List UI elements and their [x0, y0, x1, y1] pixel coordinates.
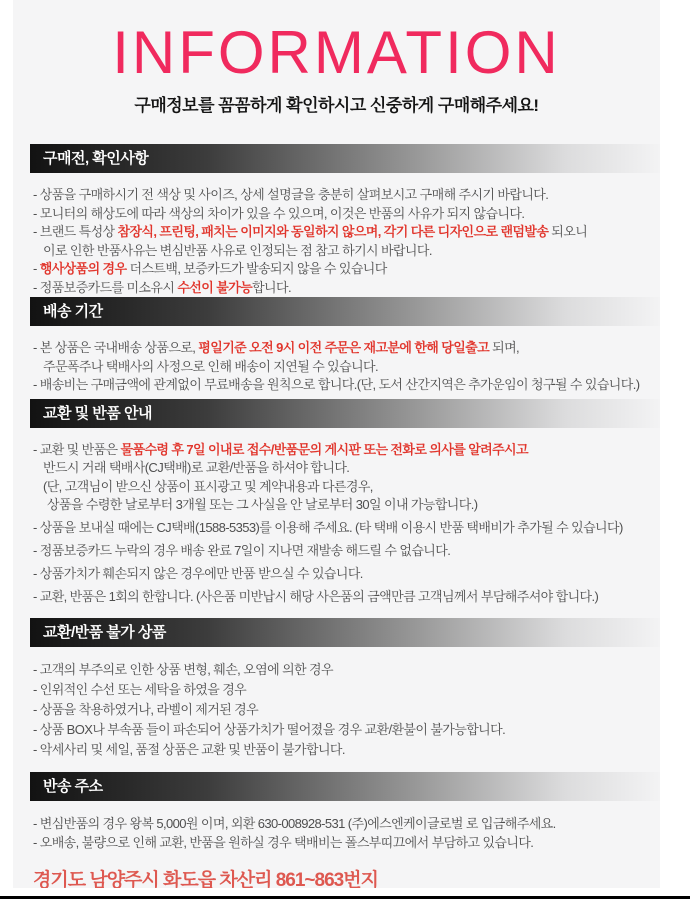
section-heading: 배송 기간 — [43, 303, 103, 320]
highlight-text: 수선이 불가능 — [177, 279, 253, 295]
info-line: - 배송비는 구매금액에 관계없이 무료배송을 원칙으로 합니다.(단, 도서 산간지역은 추가운임이 청구될 수 있습니다.) — [33, 377, 640, 392]
info-line: - 정품보증카드 누락의 경우 배송 완료 7일이 지나면 재발송 해드릴 수 없습니다. — [33, 542, 451, 558]
section-heading-bar — [30, 297, 660, 326]
highlight-text: 평일기준 오전 9시 이전 주문은 재고분에 한해 당일출고 — [198, 340, 490, 355]
info-line: - 상품을 착용하였거나, 라벨이 제거된 경우 — [33, 701, 259, 717]
info-line: - 상품을 보내실 때에는 CJ택배(1588-5353)를 이용해 주세요. (타 택배 이용시 반품 택배비가 추가될 수 있습니다) — [33, 519, 623, 535]
info-section — [13, 399, 660, 618]
section-content — [13, 647, 660, 772]
highlight-text: 참장식, 프린팅, 패치는 이미지와 동일하지 않으며, 각기 다른 디자인으로 랜덤발송 — [117, 224, 549, 239]
info-line: (단, 고객님이 받으신 상품이 표시광고 및 계약내용과 다른경우, — [43, 478, 373, 494]
info-line: 상품을 수령한 날로부터 3개월 또는 그 사실을 안 날로부터 30일 이내 가능합니다.) — [47, 497, 478, 512]
section-content — [13, 801, 660, 862]
info-line: - 상품가치가 훼손되지 않은 경우에만 반품 받으실 수 있습니다. — [33, 565, 363, 581]
info-line: - 교환 및 반품은 물품수령 후 7일 이내로 접수/반품문의 게시판 또는 전화로 의사를 알려주시고 — [33, 441, 528, 457]
info-line: - 상품을 구매하시기 전 색상 및 사이즈, 상세 설명글을 충분히 살펴보시고 구매해 주시기 바랍니다. — [33, 187, 549, 202]
section-content — [13, 428, 660, 618]
section-heading-bar — [30, 399, 660, 428]
page-header — [13, 0, 660, 116]
section-heading-bar — [30, 618, 660, 647]
section-heading: 교환/반품 불가 상품 — [43, 623, 166, 641]
info-line: 이로 인한 반품사유는 변심반품 사유로 인정되는 점 참고 하기시 바랍니다. — [43, 242, 432, 258]
page-title: INFORMATION — [112, 19, 561, 86]
section-content — [13, 173, 660, 297]
info-line: 반드시 거래 택배사(CJ택배)로 교환/반품을 하셔야 합니다. — [43, 460, 350, 475]
highlight-text: 물품수령 후 7일 이내로 접수/반품문의 게시판 또는 전화로 의사를 알려주시고 — [120, 441, 528, 457]
info-line: 주문폭주나 택배사의 사정으로 인해 배송이 지연될 수 있습니다. — [43, 358, 379, 374]
section-heading: 교환 및 반품 안내 — [43, 404, 152, 422]
section-heading: 구매전, 확인사항 — [43, 150, 149, 167]
info-line: - 교환, 반품은 1회의 한합니다. (사은품 미반납시 해당 사은품의 금액만큼 고객님께서 부담해주셔야 합니다.) — [33, 588, 599, 604]
info-line: - 본 상품은 국내배송 상품으로, 평일기준 오전 9시 이전 주문은 재고분에 한해 당일출고 되며, — [33, 340, 520, 355]
section-content — [13, 326, 660, 399]
info-line: - 행사상품의 경우 더스트백, 보증카드가 발송되지 않을 수 있습니다 — [33, 261, 387, 276]
info-line: - 변심반품의 경우 왕복 5,000원 이며, 외환 630-008928-531 (주)에스엔케이글로벌 로 입금해주세요. — [33, 815, 556, 831]
info-line: - 브랜드 특성상 참장식, 프린팅, 패치는 이미지와 동일하지 않으며, 각기 다른 디자인으로 랜덤발송 되오니 — [33, 224, 588, 239]
info-section — [13, 772, 660, 862]
info-line: - 정품보증카드를 미소유시 수선이 불가능합니다. — [33, 279, 291, 295]
info-line: - 인위적인 수선 또는 세탁을 하였을 경우 — [33, 681, 247, 697]
return-address: 경기도 남양주시 화도읍 차산리 861~863번지 — [33, 869, 378, 888]
highlight-text: 행사상품의 경우 — [39, 261, 127, 276]
section-heading-bar — [30, 772, 660, 801]
bottom-border-line — [0, 896, 690, 899]
page-subtitle: 구매정보를 꼼꼼하게 확인하시고 신중하게 구매해주세요! — [134, 96, 539, 115]
info-section — [13, 618, 660, 772]
info-line: - 상품 BOX나 부속품 들이 파손되어 상품가치가 떨어졌을 경우 교환/환불이 불가능합니다. — [33, 721, 506, 737]
sections — [13, 144, 660, 862]
info-line: - 모니터의 해상도에 따라 색상의 차이가 있을 수 있으며, 이것은 반품의 사유가 되지 않습니다. — [33, 205, 525, 221]
info-section — [13, 297, 660, 399]
info-line: - 오배송, 불량으로 인해 교환, 반품을 원하실 경우 택배비는 폴스부띠끄에서 부담하고 있습니다. — [33, 835, 534, 850]
info-section — [13, 144, 660, 297]
info-line: - 고객의 부주의로 인한 상품 변형, 훼손, 오염에 의한 경우 — [33, 661, 333, 677]
section-heading: 반송 주소 — [43, 777, 103, 795]
info-line: - 악세사리 및 세일, 품절 상품은 교환 및 반품이 불가합니다. — [33, 741, 345, 757]
section-heading-bar — [30, 144, 660, 173]
info-panel — [13, 0, 660, 888]
